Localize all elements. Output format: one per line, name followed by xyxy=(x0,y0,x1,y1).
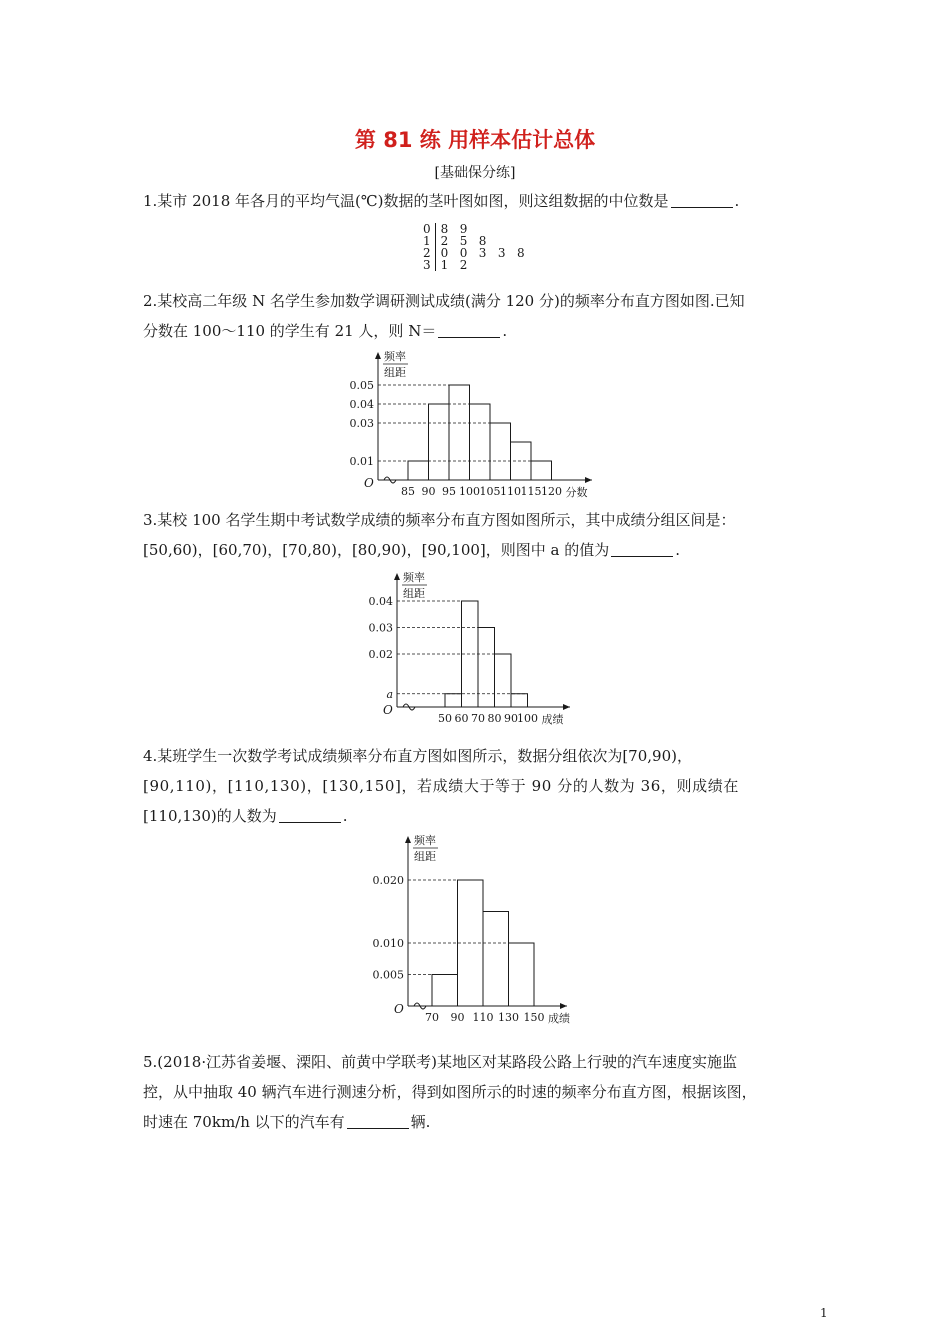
answer-blank-3[interactable] xyxy=(611,542,673,557)
y-axis-arrow xyxy=(394,573,400,580)
question-3-end: . xyxy=(675,541,681,559)
question-4 xyxy=(143,741,823,831)
x-tick-label: 110 xyxy=(500,485,521,498)
x-tick-label: 110 xyxy=(472,1011,494,1024)
question-4-line1: 4.某班学生一次数学考试成绩频率分布直方图如图所示，数据分组依次为[70,90)， xyxy=(143,747,692,765)
y-tick-label: 0.03 xyxy=(349,417,374,430)
y-axis-label-top: 频率 xyxy=(414,834,436,847)
question-2-line2: 分数在 100～110 的学生有 21 人，则 N＝ xyxy=(143,322,437,340)
page-number: 1 xyxy=(820,1306,828,1320)
x-tick-label: 95 xyxy=(442,485,456,498)
histogram-bar xyxy=(470,404,491,480)
question-2-line1: 2.某校高二年级 N 名学生参加数学调研测试成绩(满分 120 分)的频率分布直方图如图.已知 xyxy=(143,292,745,310)
histogram-class-scores xyxy=(362,828,592,1036)
y-tick-label: 0.03 xyxy=(368,621,393,635)
histogram-bar xyxy=(495,654,512,707)
x-tick-label: 90 xyxy=(450,1011,465,1024)
histogram-bar xyxy=(511,694,528,707)
leaf-values: 8 9 xyxy=(440,222,468,236)
histogram-bar xyxy=(478,628,495,708)
question-5-end: 辆. xyxy=(410,1113,431,1131)
y-tick-label: 0.04 xyxy=(368,595,393,608)
question-1-end: . xyxy=(734,192,740,210)
question-1 xyxy=(143,186,823,216)
x-tick-label: 105 xyxy=(479,485,501,498)
x-axis-arrow xyxy=(563,704,570,710)
page-title: 第 81 练 用样本估计总体 xyxy=(354,128,596,152)
origin-label: O xyxy=(364,476,374,490)
x-tick-label: 120 xyxy=(541,485,562,498)
question-2-end: . xyxy=(502,322,508,340)
question-5-line1: 5.(2018·江苏省姜堰、溧阳、前黄中学联考)某地区对某路段公路上行驶的汽车速度实施监 xyxy=(143,1053,737,1071)
y-tick-label: 0.020 xyxy=(372,874,404,887)
leaf-values: 1 2 xyxy=(440,258,468,272)
y-tick-label: 0.005 xyxy=(372,968,404,982)
stem-row xyxy=(418,247,530,259)
y-axis-label-bottom: 组距 xyxy=(414,850,436,863)
y-axis-arrow xyxy=(405,836,411,843)
leaf-values: 0 0 3 3 8 xyxy=(440,246,525,260)
stem-value: 3 xyxy=(418,259,435,271)
question-3-line2: [50,60)，[60,70)，[70,80)，[80,90)，[90,100]，则图中 a 的值为 xyxy=(143,541,610,559)
question-2 xyxy=(143,286,823,346)
histogram-bar xyxy=(509,943,535,1006)
x-tick-label: 80 xyxy=(487,712,502,725)
histogram-grades xyxy=(355,565,595,740)
x-tick-label: 90 xyxy=(421,485,436,498)
answer-blank-5[interactable] xyxy=(347,1114,409,1129)
y-axis-label-top: 频率 xyxy=(384,350,406,363)
stem-value: 1 xyxy=(418,235,435,247)
histogram-bar xyxy=(432,975,458,1007)
origin-label: O xyxy=(383,703,393,717)
histogram-bar xyxy=(483,912,509,1007)
stem-leaf-plot xyxy=(418,223,530,271)
histogram-bar xyxy=(449,385,470,480)
question-1-text: 1.某市 2018 年各月的平均气温(℃)数据的茎叶图如图，则这组数据的中位数是 xyxy=(143,192,669,210)
stem-value: 2 xyxy=(418,247,435,259)
y-axis-label-bottom: 组距 xyxy=(403,587,425,600)
y-tick-label: 0.05 xyxy=(349,379,374,392)
question-3-line1: 3.某校 100 名学生期中考试数学成绩的频率分布直方图如图所示，其中成绩分组区间是： xyxy=(143,511,736,529)
leaf-values: 2 5 8 xyxy=(440,234,487,248)
histogram-bar xyxy=(445,694,462,707)
y-tick-label: 0.010 xyxy=(372,937,404,950)
x-axis-arrow xyxy=(560,1003,567,1009)
x-tick-label: 70 xyxy=(471,712,485,725)
answer-blank-1[interactable] xyxy=(671,193,733,208)
x-axis-label: 分数 xyxy=(565,486,588,499)
x-tick-label: 130 xyxy=(498,1011,519,1024)
answer-blank-4[interactable] xyxy=(279,808,341,823)
question-3 xyxy=(143,505,823,565)
question-4-end: . xyxy=(342,807,348,825)
question-5 xyxy=(143,1047,823,1137)
x-tick-label: 50 xyxy=(438,712,452,725)
answer-blank-2[interactable] xyxy=(438,323,500,338)
y-axis-label-bottom: 组距 xyxy=(384,366,406,379)
x-tick-label: 90 xyxy=(504,712,518,725)
histogram-bar xyxy=(490,423,511,480)
y-axis-label-top: 频率 xyxy=(403,571,425,584)
x-axis-label: 成绩 xyxy=(548,1012,570,1025)
y-tick-label: 0.04 xyxy=(349,398,374,411)
histogram-bar xyxy=(429,404,450,480)
x-axis-label: 成绩 xyxy=(541,713,564,726)
question-4-line2: [90,110)，[110,130)，[130,150]，若成绩大于等于 90 分的人数为 36，则成绩在 xyxy=(143,777,739,795)
stem-value: 0 xyxy=(418,223,435,235)
histogram-scores xyxy=(340,342,620,502)
x-tick-label: 150 xyxy=(523,1011,545,1024)
y-tick-label: a xyxy=(386,687,393,701)
histogram-bar xyxy=(408,461,429,480)
x-tick-label: 85 xyxy=(401,485,415,498)
x-tick-label: 60 xyxy=(454,712,469,725)
x-tick-label: 70 xyxy=(425,1011,439,1024)
x-tick-label: 100 xyxy=(517,712,538,725)
histogram-bar xyxy=(531,461,552,480)
question-5-line2: 控，从中抽取 40 辆汽车进行测速分析，得到如图所示的时速的频率分布直方图，根据该图， xyxy=(143,1083,757,1101)
origin-label: O xyxy=(394,1002,404,1016)
y-tick-label: 0.01 xyxy=(349,455,374,468)
x-tick-label: 100 xyxy=(459,485,480,498)
x-tick-label: 115 xyxy=(520,485,542,498)
stem-row xyxy=(418,259,530,271)
question-4-line3: [110,130)的人数为 xyxy=(143,807,277,825)
section-subtitle: [基础保分练] xyxy=(434,165,516,181)
y-axis-arrow xyxy=(375,352,381,359)
y-tick-label: 0.02 xyxy=(368,648,393,661)
question-5-line3: 时速在 70km/h 以下的汽车有 xyxy=(143,1113,345,1131)
x-axis-arrow xyxy=(585,477,592,483)
